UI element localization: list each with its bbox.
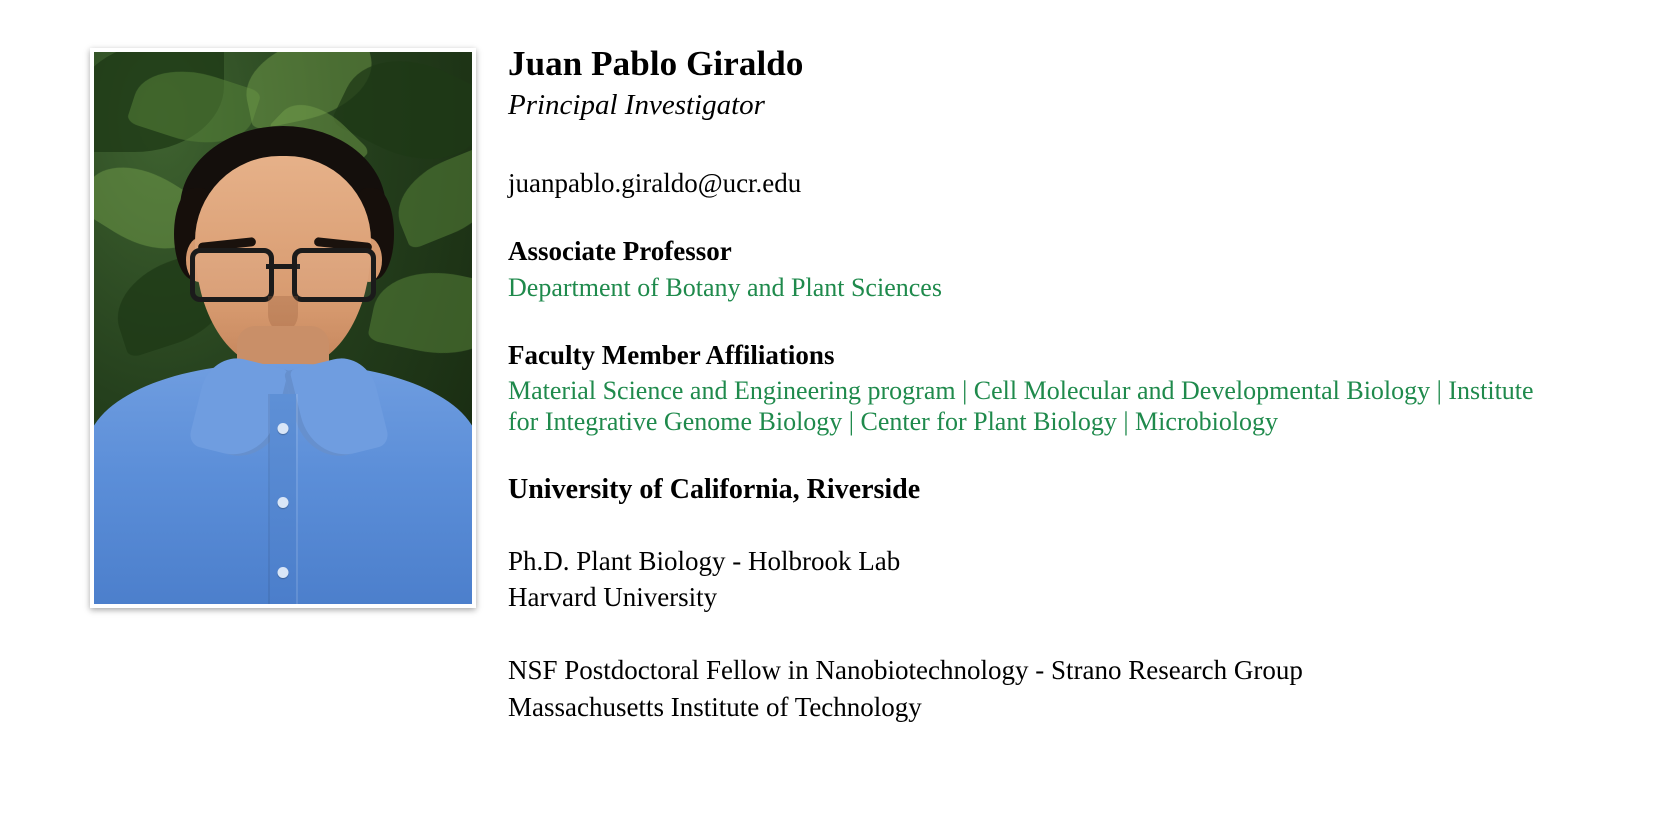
- university-name: University of California, Riverside: [508, 473, 921, 505]
- portrait-column: [0, 0, 476, 608]
- affiliations-text[interactable]: Material Science and Engineering program | Cell Molecular and Developmental Biology | Institute for Integrative Genome Biology | Center for Plant Biology | Microbiology: [508, 376, 1534, 436]
- department-link[interactable]: Department of Botany and Plant Sciences: [508, 273, 942, 303]
- person-name: Juan Pablo Giraldo: [508, 44, 804, 83]
- postdoc-position: NSF Postdoctoral Fellow in Nanobiotechnology - Strano Research Group: [508, 654, 1303, 685]
- profile-info-column: [476, 0, 1665, 725]
- photo-image: [94, 52, 472, 604]
- portrait-photo: [90, 48, 476, 608]
- academic-title: Associate Professor: [508, 236, 732, 267]
- education-institution: Harvard University: [508, 582, 718, 613]
- postdoc-block: [508, 652, 1641, 725]
- education-block: [508, 543, 1641, 616]
- education-degree: Ph.D. Plant Biology - Holbrook Lab: [508, 545, 901, 576]
- person-role: Principal Investigator: [508, 89, 765, 122]
- affiliations-block: [508, 339, 1641, 437]
- academic-title-block: [508, 235, 1641, 303]
- affiliations-heading: Faculty Member Affiliations: [508, 340, 835, 371]
- eyeglasses-icon: [190, 248, 376, 294]
- postdoc-institution: Massachusetts Institute of Technology: [508, 691, 922, 722]
- email-address[interactable]: juanpablo.giraldo@ucr.edu: [508, 168, 802, 199]
